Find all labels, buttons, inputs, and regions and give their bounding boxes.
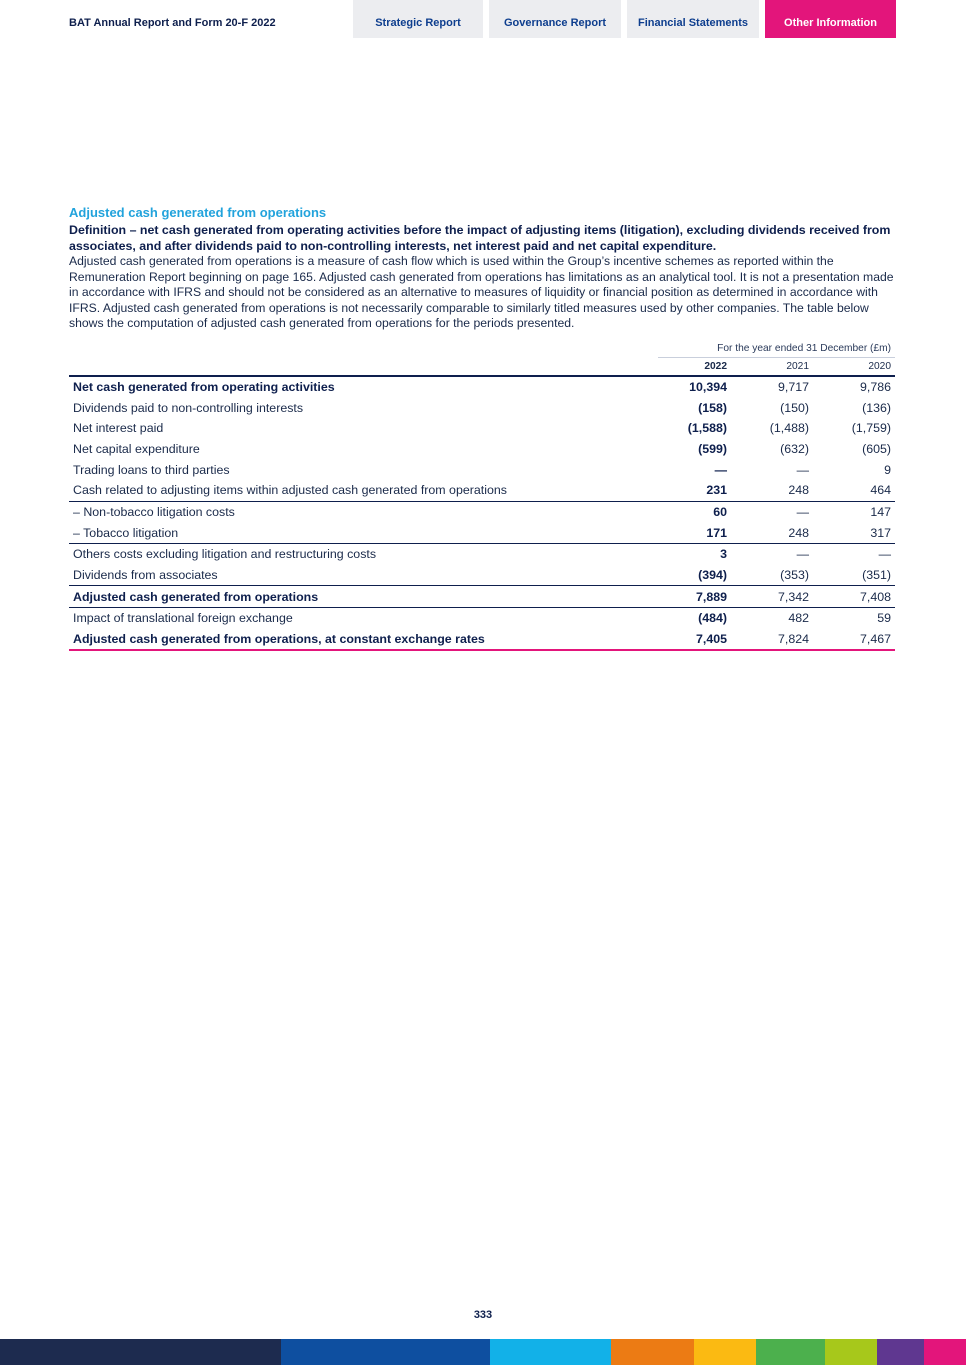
table-row [69, 376, 895, 398]
value-2022: 60 [647, 501, 731, 522]
tab-other-information[interactable]: Other Information [765, 0, 896, 38]
year-header-2022: 2022 [704, 360, 727, 372]
value-2021: — [731, 501, 813, 522]
value-2020: 7,467 [813, 629, 895, 651]
table-row [69, 565, 895, 586]
value-2020: 9 [884, 462, 891, 477]
row-label: Net cash generated from operating activities [73, 379, 335, 394]
year-header-2021: 2021 [786, 360, 809, 372]
footer-segment-purple [877, 1339, 924, 1365]
row-label: – Non-tobacco litigation costs [69, 501, 647, 522]
footer-segment-blue [281, 1339, 490, 1365]
row-label: Trading loans to third parties [73, 462, 230, 477]
cash-generation-table [69, 358, 895, 652]
value-2021: 248 [788, 525, 809, 540]
label-column-header [69, 358, 647, 376]
row-label: Impact of translational foreign exchange [69, 608, 647, 629]
value-2020: 7,408 [813, 586, 895, 608]
year-header-2020: 2020 [868, 360, 891, 372]
value-2022: 3 [647, 544, 731, 565]
tab-governance-report[interactable]: Governance Report [489, 0, 621, 38]
value-2020: 9,786 [859, 379, 891, 394]
section-title: Adjusted cash generated from operations [69, 205, 327, 220]
value-2021: 9,717 [777, 379, 809, 394]
value-2022: 10,394 [689, 379, 727, 394]
report-title: BAT Annual Report and Form 20-F 2022 [69, 17, 276, 29]
row-label: Net capital expenditure [73, 441, 200, 456]
value-2022: 231 [706, 483, 727, 498]
row-label: Net interest paid [73, 421, 164, 436]
value-2022: (599) [698, 441, 727, 456]
footer-color-bar [0, 1339, 966, 1365]
row-label: Dividends paid to non-controlling interests [73, 400, 304, 415]
definition-text: Definition – net cash generated from operating activities before the impact of adjusting items (litigation), excluding dividends received from associates, and after dividends paid to non-controlling interests, net interest paid and net capital expenditure. [69, 223, 891, 253]
table-row [69, 418, 895, 439]
value-2022: (484) [647, 608, 731, 629]
table-row [69, 608, 895, 629]
value-2022: — [714, 462, 727, 477]
body-text: Adjusted cash generated from operations is a measure of cash flow which is used within the Group’s incentive schemes as reported within the Remuneration Report beginning on page 165. Adjusted cash generated from operations has limitations as an analytical tool. It is not a presentation made in accordance with IFRS and should not be considered as an alternative to measures of liquidity or financial position as determined in accordance with IFRS. Adjusted cash generated from operations is not necessarily comparable to similarly titled measures used by other companies. The table below shows the computation of adjusted cash generated from operations for the periods presented. [69, 254, 894, 330]
table-row [69, 544, 895, 565]
period-caption: For the year ended 31 December (£m) [658, 340, 895, 358]
page-header [0, 0, 966, 38]
value-2020: 59 [813, 608, 895, 629]
value-2020: (605) [862, 441, 891, 456]
cash-table-wrapper [69, 340, 895, 652]
table-row [69, 439, 895, 460]
value-2021: 7,824 [731, 629, 813, 651]
value-2021: 248 [788, 483, 809, 498]
value-2022: 7,889 [647, 586, 731, 608]
value-2022: 171 [706, 525, 727, 540]
tab-strategic-report[interactable]: Strategic Report [353, 0, 483, 38]
footer-segment-green [756, 1339, 825, 1365]
value-2021: 7,342 [731, 586, 813, 608]
table-row [69, 522, 895, 543]
footer-segment-orange [611, 1339, 694, 1365]
table-row [69, 397, 895, 418]
value-2020: — [813, 544, 895, 565]
footer-segment-cyan [490, 1339, 611, 1365]
table-row [69, 480, 895, 501]
table-row [69, 586, 895, 608]
value-2022: (1,588) [687, 421, 727, 436]
value-2022: (158) [698, 400, 727, 415]
table-row [69, 629, 895, 651]
value-2021: (150) [780, 400, 809, 415]
tab-financial-statements[interactable]: Financial Statements [627, 0, 759, 38]
footer-segment-pink [924, 1339, 966, 1365]
value-2021: (353) [780, 568, 809, 583]
value-2021: 482 [731, 608, 813, 629]
main-content [69, 205, 895, 651]
value-2020: 317 [870, 525, 891, 540]
value-2021: — [731, 544, 813, 565]
row-label: Adjusted cash generated from operations, at constant exchange rates [69, 629, 647, 651]
table-row [69, 501, 895, 522]
value-2022: (394) [698, 568, 727, 583]
value-2020: 464 [870, 483, 891, 498]
row-label: Adjusted cash generated from operations [69, 586, 647, 608]
value-2020: (351) [862, 568, 891, 583]
footer-segment-lime [825, 1339, 877, 1365]
value-2021: (632) [780, 441, 809, 456]
row-label: Dividends from associates [73, 568, 218, 583]
value-2022: 7,405 [647, 629, 731, 651]
row-label: – Tobacco litigation [73, 525, 179, 540]
row-label: Cash related to adjusting items within adjusted cash generated from operations [73, 483, 507, 498]
value-2020: 147 [813, 501, 895, 522]
page-number: 333 [473, 1309, 493, 1321]
footer-segment-yellow [694, 1339, 756, 1365]
row-label: Others costs excluding litigation and restructuring costs [69, 544, 647, 565]
value-2020: (1,759) [851, 421, 891, 436]
value-2021: — [796, 462, 809, 477]
table-header-row [69, 358, 895, 376]
value-2020: (136) [862, 400, 891, 415]
value-2021: (1,488) [769, 421, 809, 436]
footer-segment-navy [0, 1339, 281, 1365]
table-row [69, 459, 895, 480]
